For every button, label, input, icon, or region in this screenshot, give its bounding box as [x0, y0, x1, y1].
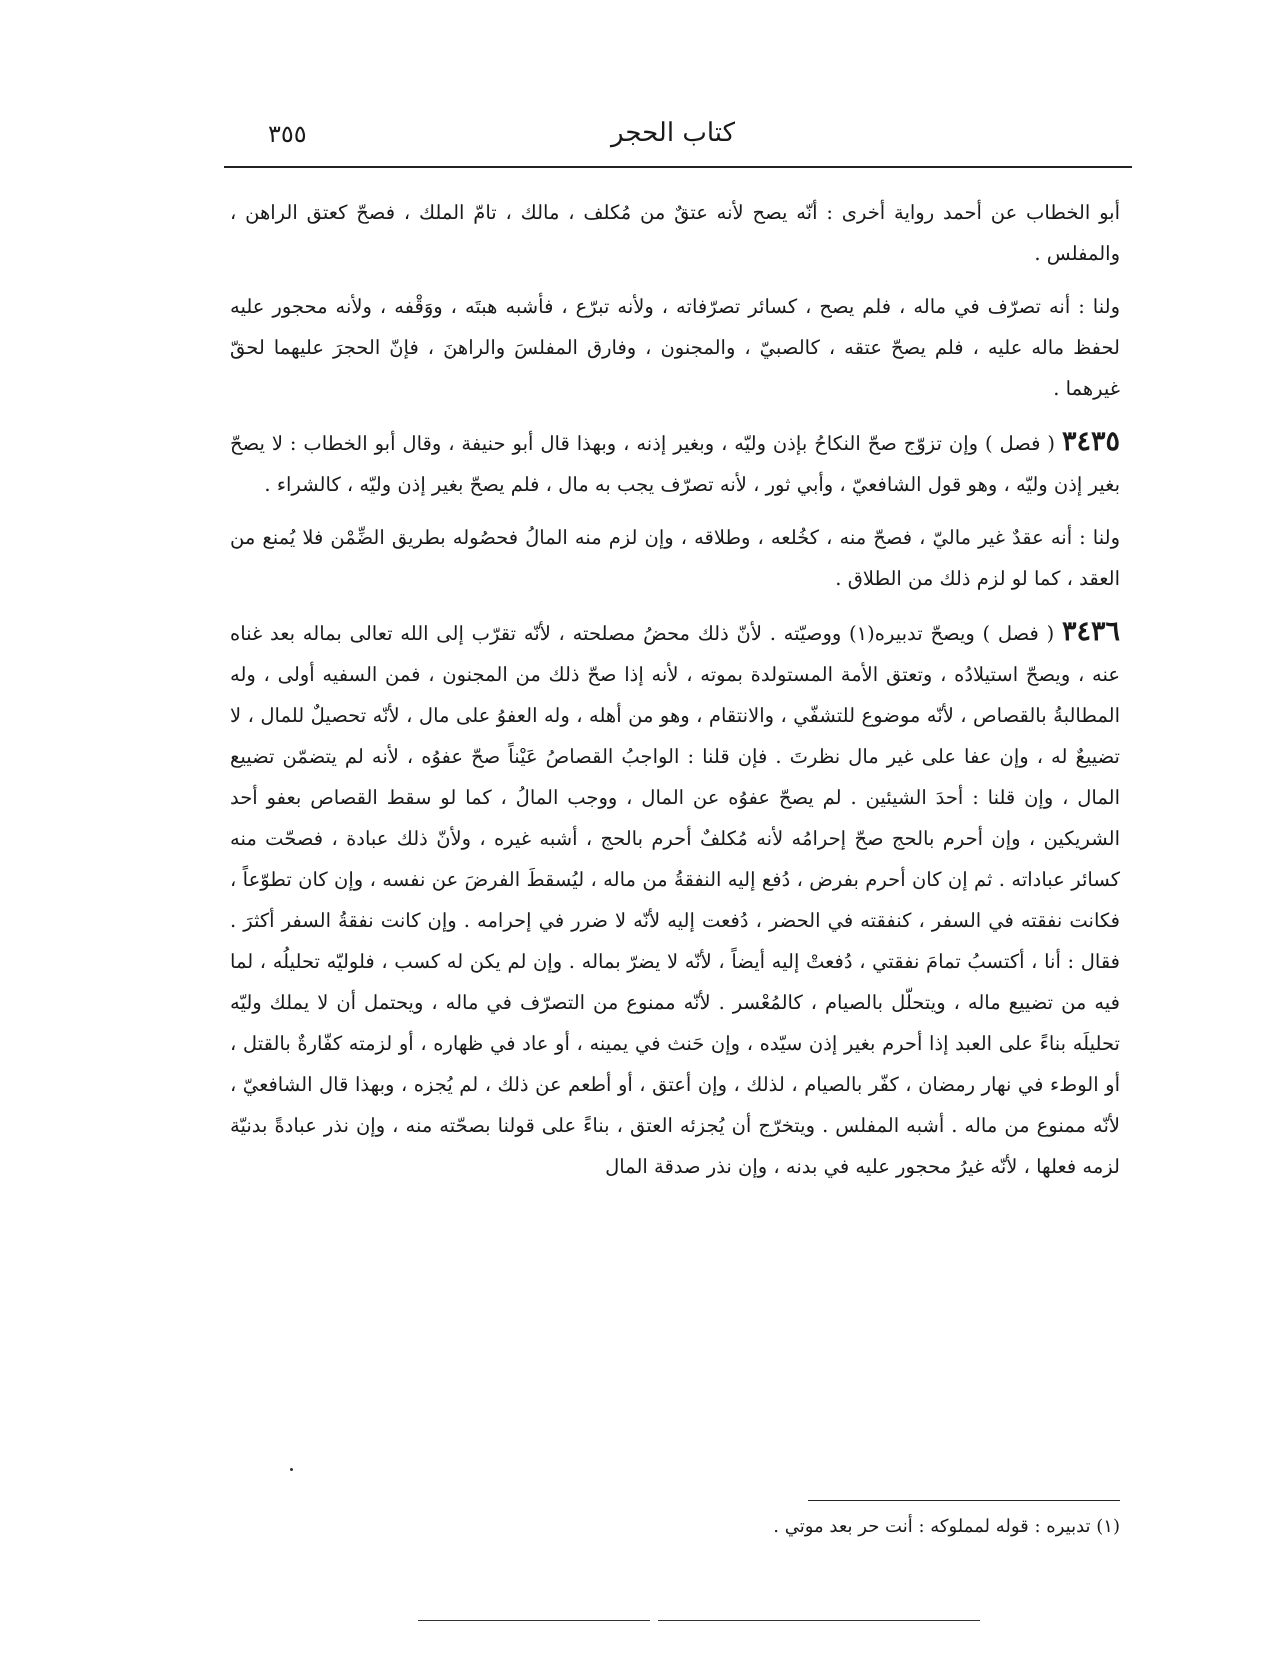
page-header — [228, 118, 1118, 158]
bottom-rule-left — [418, 1620, 650, 1621]
header-divider — [224, 166, 1132, 168]
bottom-rule-right — [658, 1620, 980, 1621]
paragraph: أبو الخطاب عن أحمد رواية أخرى : أنّه يصح لأنه عتقٌ من مُكلف ، مالك ، تامّ الملك ، فصحّ كعتق الراهن ، والمفلس . — [230, 201, 1120, 265]
page-title: كتاب الحجر — [611, 118, 735, 148]
section-number: ٣٤٣٥ — [1061, 426, 1120, 457]
paragraph: ولنا : أنه تصرّف في ماله ، فلم يصح ، كسائر تصرّفاته ، ولأنه تبرّع ، فأشبه هبتَه ، ووَقْفه ، ولأنه محجور عليه لحفظ ماله عليه ، فلم يصحّ عتقه ، كالصبيّ ، والمجنون ، وفارق المفلسَ والراهنَ ، فإنّ الحجرَ عليهما لحقّ غيرهما . — [230, 295, 1120, 400]
page-number: ٣٥٥ — [268, 120, 307, 148]
paragraph-section: ٣٤٣٦ ( فصل ) ويصحّ تدبيره(١) ووصيّته . لأنّ ذلك محضُ مصلحته ، لأنّه تقرّب إلى الله تعالى بماله بعد غناه عنه ، ويصحّ استيلادُه ، وتعتق الأمة المستولدة بموته ، لأنه إذا صحّ ذلك من المجنون ، فمن السفيه أولى ، وله المطالبةُ بالقصاص ، لأنّه موضوع للتشفّي ، والانتقام ، وهو من أهله ، وله العفوُ على مال ، لأنّه تحصيلٌ للمال ، لا تضييعٌ له ، وإن عفا على غير مال نظرتَ . فإن قلنا : الواجبُ القصاصُ عَيْناً صحّ عفوُه ، لأنه لم يتضمّن تضييع المال ، وإن قلنا : أحدَ الشيئين . لم يصحّ عفوُه عن المال ، ووجب المالُ ، كما لو سقط القصاص بعفو أحد الشريكين ، وإن أحرم بالحج صحّ إحرامُه لأنه مُكلفٌ أحرم بالحج ، أشبه غيره ، ولأنّ ذلك عبادة ، فصحّت منه كسائر عباداته . ثم إن كان أحرم بفرض ، دُفع إليه النفقةُ من ماله ، ليُسقطَ الفرضَ عن نفسه ، وإن كان تطوّعاً ، فكانت نفقته في السفر ، كنفقته في الحضر ، دُفعت إليه لأنّه لا ضرر في إحرامه . وإن كانت نفقةُ السفر أكثرَ . فقال : أنا ، أكتسبُ تمامَ نفقتي ، دُفعتْ إليه أيضاً ، لأنّه لا يضرّ بماله . وإن لم يكن له كسب ، فلوليّه تحليلُه ، لما فيه من تضييع ماله ، ويتحلّل بالصيام ، كالمُعْسر . لأنّه ممنوع من التصرّف في ماله ، ويحتمل أن لا يملك وليّه تحليلَه بناءً على العبد إذا أحرم بغير إذن سيّده ، وإن حَنث في يمينه ، أو عاد في ظهاره ، أو لزمته كفّارةٌ بالقتل ، أو الوطء في نهار رمضان ، كفّر بالصيام ، لذلك ، وإن أعتق ، أو أطعم عن ذلك ، لم يُجزه ، وبهذا قال الشافعيّ ، لأنّه ممنوع من ماله . أشبه المفلس . ويتخرّج أن يُجزئه العتق ، بناءً على قولنا بصحّته منه ، وإن نذر عبادةً بدنيّة لزمه فعلها ، لأنّه غيرُ محجور عليه في بدنه ، وإن نذر صدقة المال — [230, 616, 1121, 1178]
section-number: ٣٤٣٦ — [1061, 616, 1120, 647]
body-text — [230, 192, 1120, 1199]
paragraph: ولنا : أنه عقدٌ غير ماليّ ، فصحّ منه ، كخُلعه ، وطلاقه ، وإن لزم منه المالُ فحصُوله بطريق الضِّمْن فلا يُمنع من العقد ، كما لو لزم ذلك من الطلاق . — [230, 526, 1120, 590]
speck — [290, 1468, 293, 1471]
paragraph-section: ٣٤٣٥ ( فصل ) وإن تزوّج صحّ النكاحُ بإذن وليّه ، وبغير إذنه ، وبهذا قال أبو حنيفة ، وقال أبو الخطاب : لا يصحّ بغير إذن وليّه ، وهو قول الشافعيّ ، وأبي ثور ، لأنه تصرّف يجب به مال ، فلم يصحّ بغير إذن وليّه ، كالشراء . — [230, 426, 1120, 496]
footnote: (١) تدبيره : قوله لمملوكه : أنت حر بعد موتي . — [773, 1516, 1120, 1537]
footnote-divider — [808, 1500, 1120, 1501]
